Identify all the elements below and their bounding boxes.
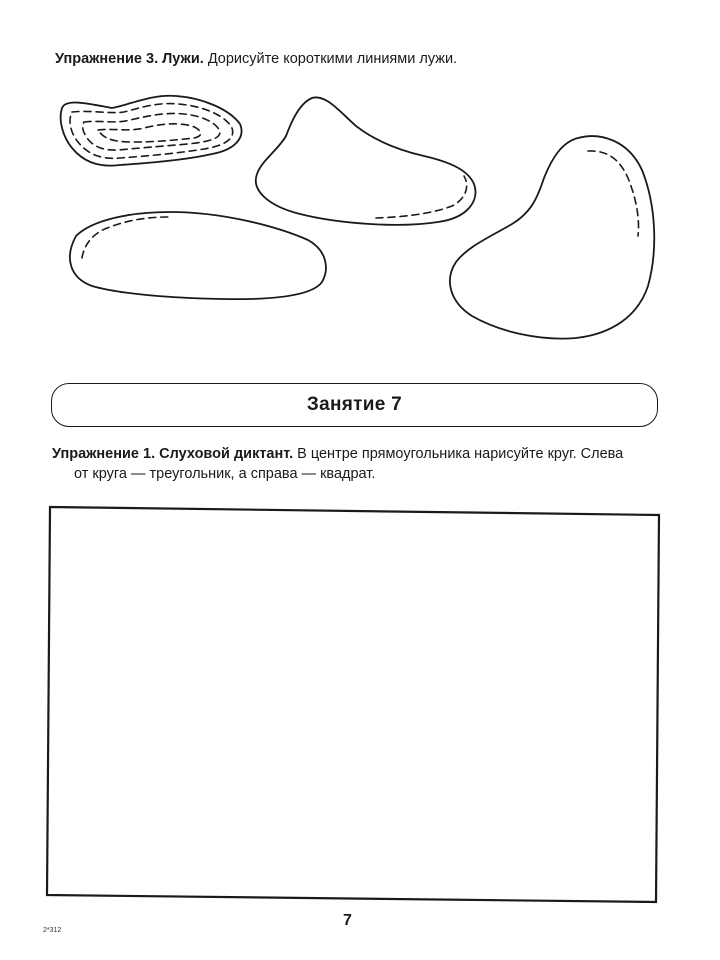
puddle-1-dashes-mid (83, 113, 220, 150)
print-code: 2*312 (43, 927, 62, 934)
puddle-2-dashes (376, 176, 467, 218)
puddle-1-dashes-inner (98, 124, 201, 142)
puddle-4-dashes (588, 151, 639, 236)
puddles-illustration (0, 0, 720, 360)
page-number: 7 (343, 912, 352, 929)
lesson-header (51, 383, 658, 427)
drawing-rectangle (47, 507, 659, 902)
exercise-3-instruction: Дорисуйте короткими линиями лужи. (207, 51, 458, 67)
puddle-1-dashes-outer (70, 104, 233, 159)
exercise-3-heading: Упражнение 3. Лужи. (55, 51, 204, 67)
puddle-4-outline (450, 136, 654, 338)
exercise-1-instruction-part1: В центре прямоугольника нарисуйте круг. Слева (297, 446, 624, 462)
lesson-title: Занятие 7 (306, 394, 403, 415)
puddle-1-outline (61, 96, 242, 166)
puddle-3-outline (70, 212, 326, 299)
exercise-1-instruction-part2: от круга — треугольник, а справа — квадрат. (74, 466, 376, 482)
exercise-1-task (52, 444, 667, 484)
puddle-2-outline (256, 97, 476, 224)
exercise-1-heading: Упражнение 1. Слуховой диктант. (52, 446, 294, 462)
